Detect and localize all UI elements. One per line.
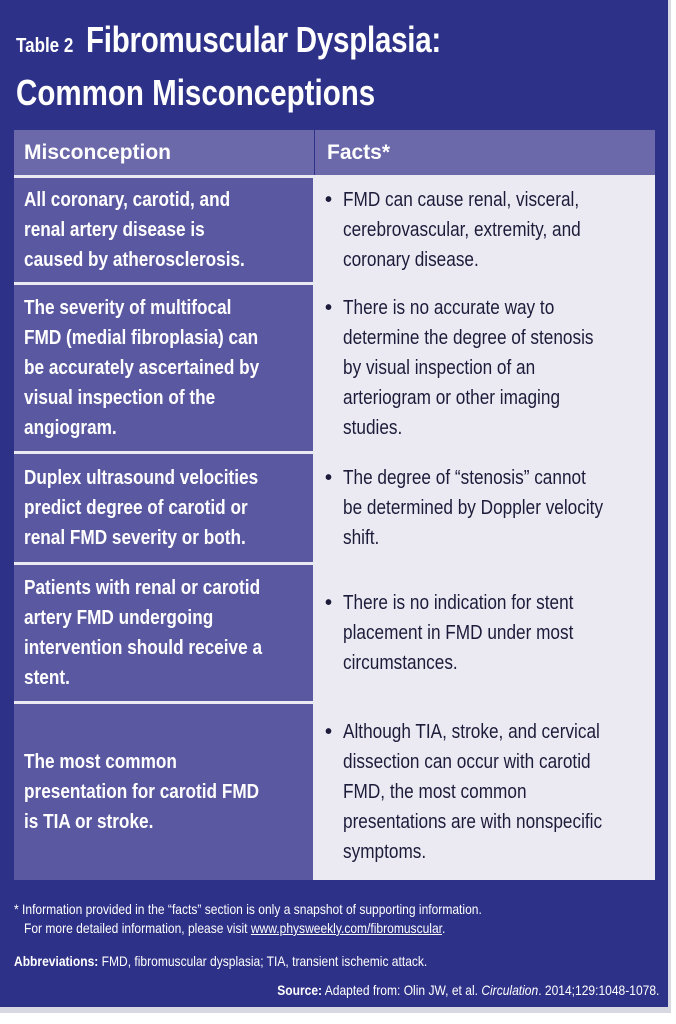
header-facts: Facts*: [315, 130, 655, 175]
misconception-cell: Duplex ultrasound velocities predict degree of carotid or renal FMD severity or both.: [14, 454, 315, 562]
bullet-icon: •: [325, 297, 333, 319]
source-citation: Source: Adapted from: Olin JW, et al. Circulation. 2014;129:1048-1078.: [276, 982, 659, 998]
fact-cell: • There is no accurate way to determine the degree of stenosis by visual inspection of an arteriogram or other imaging studies.: [315, 285, 655, 451]
table-row: [14, 565, 655, 701]
title-block: [16, 18, 519, 116]
bullet-icon: •: [325, 721, 333, 743]
fact-cell: • FMD can cause renal, visceral, cerebrovascular, extremity, and coronary disease.: [315, 178, 655, 282]
misconception-cell: Patients with renal or carotid artery FMD undergoing intervention should receive a stent.: [14, 565, 315, 701]
misconception-cell: The most common presentation for carotid FMD is TIA or stroke.: [14, 704, 315, 880]
table-row: [14, 704, 655, 880]
footnote: * Information provided in the “facts” section is only a snapshot of supporting information. For more detailed information, please visit www.physweekly.com/fibromuscular.: [14, 901, 482, 936]
table-row: [14, 178, 655, 282]
page-title: Fibromuscular Dysplasia:: [85, 19, 441, 60]
abbreviations: Abbreviations: FMD, fibromuscular dysplasia; TIA, transient ischemic attack.: [14, 953, 428, 969]
misconception-cell: All coronary, carotid, and renal artery disease is caused by atherosclerosis.: [14, 178, 315, 282]
table-header-row: [14, 130, 655, 175]
title-line-1: [16, 18, 519, 70]
bullet-icon: •: [325, 592, 333, 614]
bullet-icon: •: [325, 189, 333, 211]
fact-cell: • Although TIA, stroke, and cervical dissection can occur with carotid FMD, the most common presentations are with nonspecific symptoms.: [315, 704, 655, 880]
header-misconception: Misconception: [14, 130, 315, 175]
page-subtitle: Common Misconceptions: [16, 72, 376, 113]
fact-cell: • The degree of “stenosis” cannot be determined by Doppler velocity shift.: [315, 454, 655, 562]
bullet-icon: •: [325, 467, 333, 489]
fact-cell: • There is no indication for stent placement in FMD under most circumstances.: [315, 565, 655, 701]
table-label: Table 2: [16, 35, 74, 57]
table-row: [14, 454, 655, 562]
misconceptions-table: [14, 130, 655, 880]
table-row: [14, 285, 655, 451]
misconception-cell: The severity of multifocal FMD (medial fibroplasia) can be accurately ascertained by visual inspection of the angiogram.: [14, 285, 315, 451]
footnote-link[interactable]: www.physweekly.com/fibromuscular: [250, 920, 443, 936]
